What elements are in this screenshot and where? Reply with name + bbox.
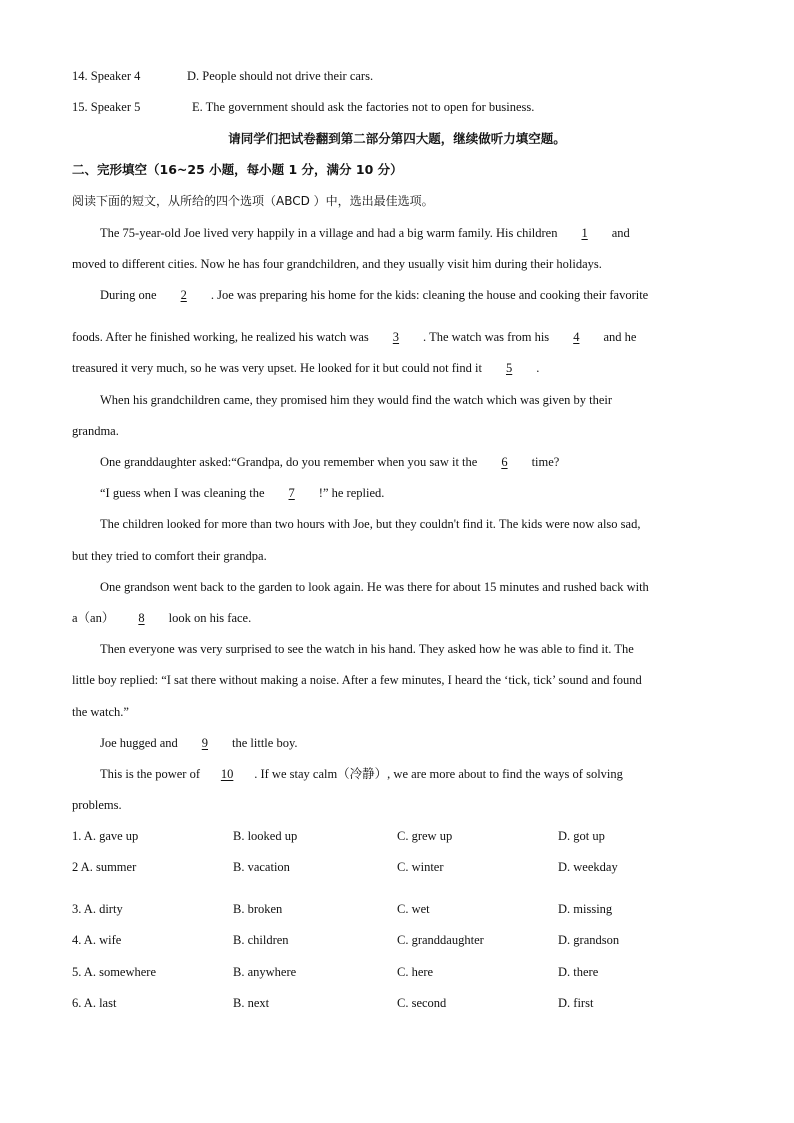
- passage-line: [100, 287, 648, 303]
- instruction-text: 阅读下面的短文，从所给的四个选项（ABCD ）中，选出最佳选项。: [72, 194, 434, 208]
- passage-line: [100, 225, 630, 241]
- option-a: 2 A. summer: [72, 860, 137, 874]
- option-b: B. broken: [233, 902, 283, 916]
- option-d: D. there: [558, 965, 599, 979]
- passage-line: [100, 735, 298, 751]
- blank-2: 2: [180, 288, 187, 302]
- passage-text: and he: [603, 330, 637, 344]
- passage-text: The 75-year-old Joe lived very happily in a village and had a big warm family. His children: [100, 226, 558, 240]
- passage-line: [72, 610, 251, 626]
- passage-text: During one: [100, 288, 157, 302]
- section-title: 二、完形填空（16~25 小题，每小题 1 分，满分 10 分）: [72, 162, 403, 177]
- option-d: D. got up: [558, 829, 605, 843]
- blank-1: 1: [581, 226, 588, 240]
- option-b: B. children: [233, 933, 289, 947]
- passage-line: One grandson went back to the garden to look again. He was there for about 15 minutes and rushed back with: [100, 580, 649, 594]
- blank-10: 10: [220, 767, 234, 781]
- passage-line: [72, 360, 539, 376]
- passage-line: moved to different cities. Now he has four grandchildren, and they usually visit him during their holidays.: [72, 257, 602, 271]
- option-b: B. looked up: [233, 829, 298, 843]
- option-a: 6. A. last: [72, 996, 117, 1010]
- blank-7: 7: [288, 486, 295, 500]
- passage-text: . If we stay calm（冷静）, we are more about to find the ways of solving: [254, 767, 623, 781]
- passage-line: problems.: [72, 798, 122, 812]
- passage-text: !” he replied.: [318, 486, 385, 500]
- speaker-number: 15. Speaker 5: [72, 100, 141, 114]
- passage-line: [100, 485, 384, 501]
- option-a: 1. A. gave up: [72, 829, 139, 843]
- passage-line: [100, 766, 623, 782]
- option-c: C. here: [397, 965, 434, 979]
- blank-5: 5: [505, 361, 513, 375]
- blank-8: 8: [138, 611, 145, 625]
- option-d: D. first: [558, 996, 594, 1010]
- passage-text: and: [611, 226, 630, 240]
- passage-text: look on his face.: [168, 611, 252, 625]
- passage-text: . The watch was from his: [423, 330, 550, 344]
- option-c: C. wet: [397, 902, 430, 916]
- passage-text: This is the power of: [100, 767, 200, 781]
- option-c: C. second: [397, 996, 447, 1010]
- option-c: C. granddaughter: [397, 933, 484, 947]
- option-d: D. missing: [558, 902, 613, 916]
- blank-9: 9: [201, 736, 209, 750]
- passage-line: [72, 329, 636, 345]
- passage-text: treasured it very much, so he was very upset. He looked for it but could not find it: [72, 361, 482, 375]
- passage-line: [100, 454, 559, 470]
- passage-text: foods. After he finished working, he realized his watch was: [72, 330, 369, 344]
- passage-text: .: [536, 361, 540, 375]
- option-b: B. anywhere: [233, 965, 297, 979]
- passage-text: “I guess when I was cleaning the: [100, 486, 265, 500]
- passage-text: One granddaughter asked:“Grandpa, do you remember when you saw it the: [100, 455, 478, 469]
- option-c: C. winter: [397, 860, 444, 874]
- speaker-line-14: [72, 68, 373, 84]
- option-b: B. next: [233, 996, 270, 1010]
- passage-line: When his grandchildren came, they promised him they would find the watch which was given by their: [100, 393, 613, 407]
- passage-line: the watch.”: [72, 705, 129, 719]
- blank-4: 4: [573, 330, 580, 344]
- passage-line: The children looked for more than two hours with Joe, but they couldn't find it. The kids were now also sad,: [100, 517, 641, 531]
- speaker-line-15: [72, 99, 534, 115]
- passage-line: grandma.: [72, 424, 119, 438]
- option-d: D. weekday: [558, 860, 618, 874]
- passage-text: Joe hugged and: [100, 736, 178, 750]
- passage-text: time?: [531, 455, 560, 469]
- blank-6: 6: [501, 455, 508, 469]
- passage-line: Then everyone was very surprised to see the watch in his hand. They asked how he was able to find it. The: [100, 642, 634, 656]
- blank-3: 3: [392, 330, 400, 344]
- option-a: 5. A. somewhere: [72, 965, 157, 979]
- passage-text: the little boy.: [232, 736, 298, 750]
- option-c: C. grew up: [397, 829, 453, 843]
- option-a: 4. A. wife: [72, 933, 122, 947]
- passage-text: . Joe was preparing his home for the kids: cleaning the house and cooking their favorite: [210, 288, 649, 302]
- passage-line: little boy replied: “I sat there without making a noise. After a few minutes, I heard the ‘tick, tick’ sound and found: [72, 673, 642, 687]
- option-a: 3. A. dirty: [72, 902, 123, 916]
- option-d: D. grandson: [558, 933, 620, 947]
- passage-line: but they tried to comfort their grandpa.: [72, 549, 267, 563]
- speaker-number: 14. Speaker 4: [72, 69, 141, 83]
- option-b: B. vacation: [233, 860, 290, 874]
- notice-text: 请同学们把试卷翻到第二部分第四大题，继续做听力填空题。: [228, 131, 566, 146]
- speaker-statement: D. People should not drive their cars.: [187, 69, 374, 83]
- passage-text: a（an）: [72, 611, 115, 625]
- speaker-statement: E. The government should ask the factories not to open for business.: [192, 100, 535, 114]
